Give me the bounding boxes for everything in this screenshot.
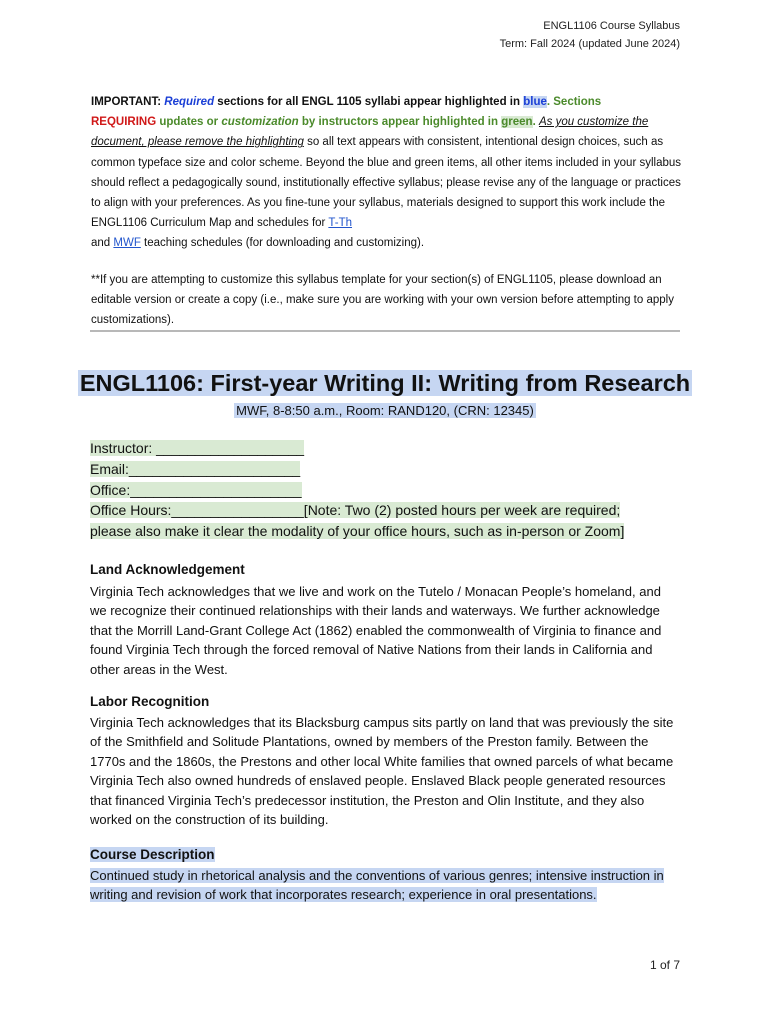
course-description-wrap [90, 847, 215, 862]
important-text-3: updates or [156, 116, 222, 129]
course-description-body: Continued study in rhetorical analysis and the conventions of various genres; intensive instruction in writing and revision of work that incorporates research; experience in oral presentations. [90, 868, 664, 903]
instructor-line: Instructor: ___________________ [90, 440, 305, 456]
requiring-word: REQUIRING [91, 116, 157, 129]
land-heading: Land Acknowledgement [90, 562, 245, 577]
course-description-heading: Course Description [90, 847, 215, 862]
header-course: ENGL1106 Course Syllabus [543, 20, 680, 32]
important-text-1: sections for all ENGL 1105 syllabi appear highlighted in [214, 96, 524, 108]
customization-note: **If you are attempting to customize this syllabus template for your section(s) of ENGL1105, please download an editable version or create a copy (i.e., make sure you are working with your own version before attempting to apply customizations). [91, 274, 674, 327]
syllabus-title: ENGL1106: First-year Writing II: Writing from Research [79, 370, 691, 396]
instructor-block [90, 438, 690, 542]
important-text-7: and [91, 237, 114, 250]
important-text-5: . [532, 116, 539, 129]
office-hours-line: Office Hours:_________________[Note: Two (2) posted hours per week are required; [90, 502, 621, 519]
course-meeting-info: MWF, 8-8:50 a.m., Room: RAND120, (CRN: 12345) [236, 403, 534, 418]
important-text-2: . Sections [546, 96, 602, 108]
link-tth[interactable]: T-Th [328, 217, 353, 230]
important-text-8: teaching schedules (for downloading and customizing). [140, 237, 425, 250]
syllabus-title-wrap [0, 370, 770, 397]
divider [90, 330, 680, 332]
labor-heading: Labor Recognition [90, 694, 210, 709]
office-line: Office:______________________ [90, 481, 302, 498]
green-word: green [501, 116, 533, 129]
land-body: Virginia Tech acknowledges that we live and work on the Tutelo / Monacan People’s homeland, and we recognize their continued relationships with their lands and waterways. We further acknowledge that the Morrill Land-Grant College Act (1862) enabled the commonwealth of Virginia to finance and found Virginia Tech through the forced removal of Native Nations from their lands in California and other areas in the West. [90, 584, 662, 677]
email-line: Email:______________________ [90, 460, 301, 477]
course-meeting-wrap [0, 402, 770, 420]
remove-highlight-note: As you customize the document, please remove the highlighting [91, 116, 649, 149]
important-text-6: so all text appears with consistent, intentional design choices, such as common typeface size and color scheme. Beyond the blue and green items, all other items included in your syllabus should reflect a pedagogically sound, institutionally effective syllabus; please revise any of the language or practices to align with your preferences. As you fine-tune your syllabus, materials designed to support this work include the ENGL1106 Curriculum Map and schedules for [91, 136, 682, 230]
customization-word: customization [221, 116, 299, 129]
important-label: IMPORTANT: [91, 96, 162, 108]
blue-word: blue [523, 96, 547, 108]
link-mwf[interactable]: MWF [113, 237, 141, 250]
important-notice [91, 92, 681, 254]
office-hours-note: please also make it clear the modality of your office hours, such as in-person or Zoom] [90, 523, 625, 540]
header-term: Term: Fall 2024 (updated June 2024) [499, 38, 680, 50]
course-description-wrap-body [90, 866, 680, 905]
important-text-4: by instructors appear highlighted in [298, 116, 502, 129]
required-word: Required [164, 96, 215, 108]
labor-body: Virginia Tech acknowledges that its Blacksburg campus sits partly on land that was previously the site of the Smithfield and Solitude Plantations, owned by members of the Preston family. Between the 1770s and the 1860s, the Prestons and other local White families that owned parcels of what became Virginia Tech also owned hundreds of enslaved people. Enslaved Black people generated resources that financed Virginia Tech’s predecessor institution, the Preston and Olin Institute, and they also worked on the construction of its building. [90, 715, 674, 828]
page-number: 1 of 7 [649, 958, 680, 972]
